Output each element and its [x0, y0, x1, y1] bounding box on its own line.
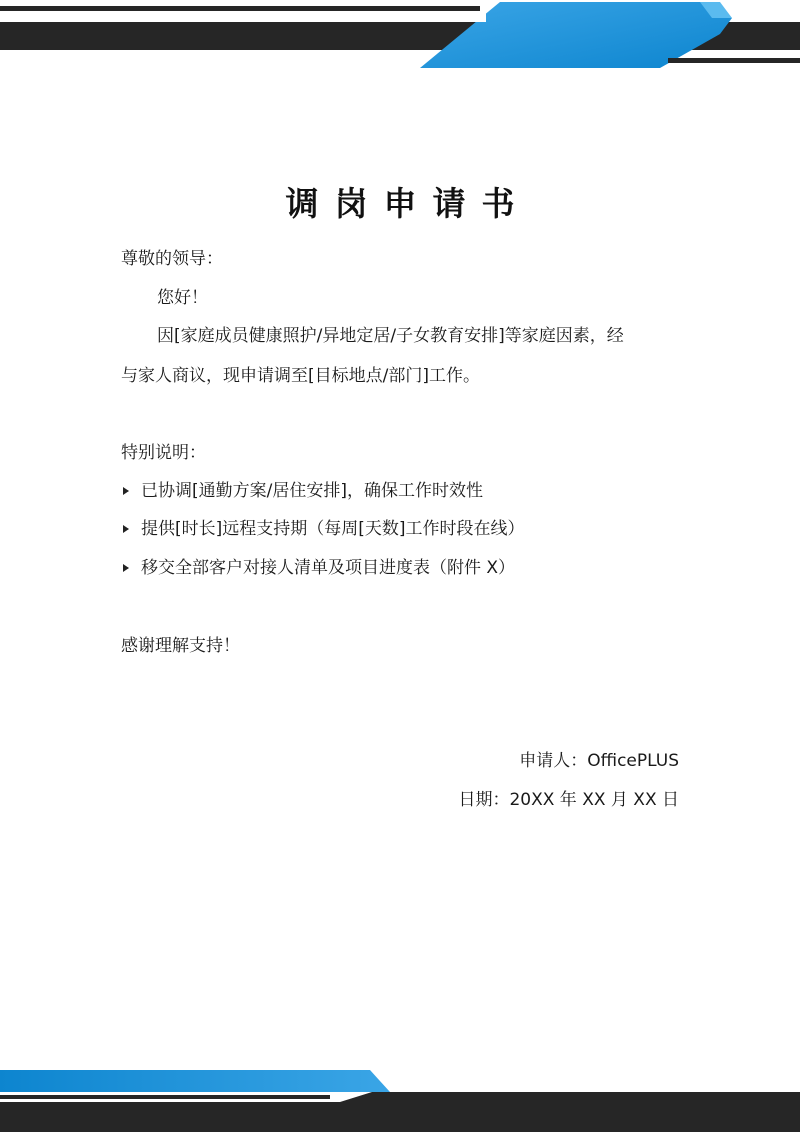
application-date: 日期：20XX 年 XX 月 XX 日 [458, 790, 679, 810]
top-thin-dark-stripe [0, 6, 480, 11]
note-text: 移交全部客户对接人清单及项目进度表（附件 X） [141, 558, 516, 578]
top-right-thin-stripe [668, 58, 800, 63]
body-paragraph-line-2: 与家人商议，现申请调至[目标地点/部门]工作。 [121, 366, 480, 386]
triangle-bullet-icon [123, 525, 129, 533]
header-decoration [0, 0, 800, 70]
note-text: 已协调[通勤方案/居住安排]，确保工作时效性 [141, 481, 483, 501]
applicant-signature: 申请人：OfficePLUS [519, 751, 679, 771]
footer-decoration [0, 1062, 800, 1132]
note-item [121, 517, 525, 541]
notes-heading: 特别说明： [121, 443, 206, 463]
body-paragraph-line-1: 因[家庭成员健康照护/异地定居/子女教育安排]等家庭因素，经 [157, 326, 624, 346]
salutation: 尊敬的领导： [121, 249, 223, 269]
note-item [121, 556, 515, 580]
document-title: 调岗申请书 [285, 184, 531, 223]
triangle-bullet-icon [123, 564, 129, 572]
bottom-blue-band [0, 1070, 390, 1092]
greeting: 您好！ [157, 288, 208, 308]
triangle-bullet-icon [123, 487, 129, 495]
bottom-thin-dark-stripe [0, 1095, 330, 1099]
note-text: 提供[时长]远程支持期（每周[天数]工作时段在线） [141, 519, 525, 539]
note-item [121, 479, 483, 503]
closing: 感谢理解支持！ [121, 636, 240, 656]
